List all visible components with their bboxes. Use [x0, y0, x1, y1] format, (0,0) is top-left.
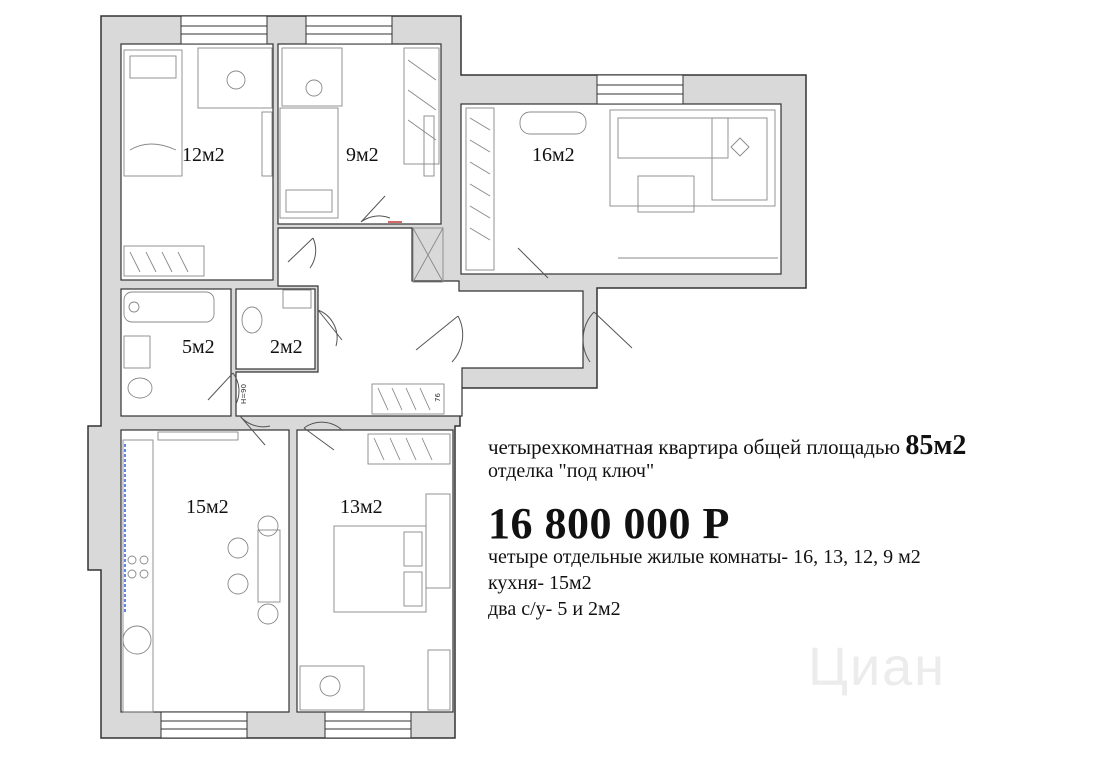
- label-living-16: 16м2: [532, 144, 575, 166]
- label-kitchen-15: 15м2: [186, 496, 229, 518]
- total-area: 85м2: [905, 430, 967, 461]
- height-mark: H=90: [240, 383, 248, 404]
- label-bedroom-12: 12м2: [182, 144, 225, 166]
- room-bedroom-13: [297, 430, 453, 712]
- label-bedroom-13: 13м2: [340, 496, 383, 518]
- label-bath-5: 5м2: [182, 336, 215, 358]
- room-living-16: [461, 104, 781, 274]
- kitchen-summary: кухня- 15м2: [488, 572, 592, 594]
- label-wc-2: 2м2: [270, 336, 303, 358]
- price: 16 800 000 Р: [488, 499, 730, 548]
- description-text: четырехкомнатная квартира общей площадью: [488, 435, 901, 459]
- room-bedroom-9: [278, 44, 441, 224]
- apartment-description: [488, 430, 966, 462]
- label-bedroom-9: 9м2: [346, 144, 379, 166]
- rooms-summary: четыре отдельные жилые комнаты- 16, 13, 12, 9 м2: [488, 546, 921, 568]
- finish-text: отделка "под ключ": [488, 460, 655, 482]
- small-mark: 76: [434, 393, 442, 402]
- cian-watermark: Циан: [808, 637, 946, 697]
- bathrooms-summary: два с/у- 5 и 2м2: [488, 598, 621, 620]
